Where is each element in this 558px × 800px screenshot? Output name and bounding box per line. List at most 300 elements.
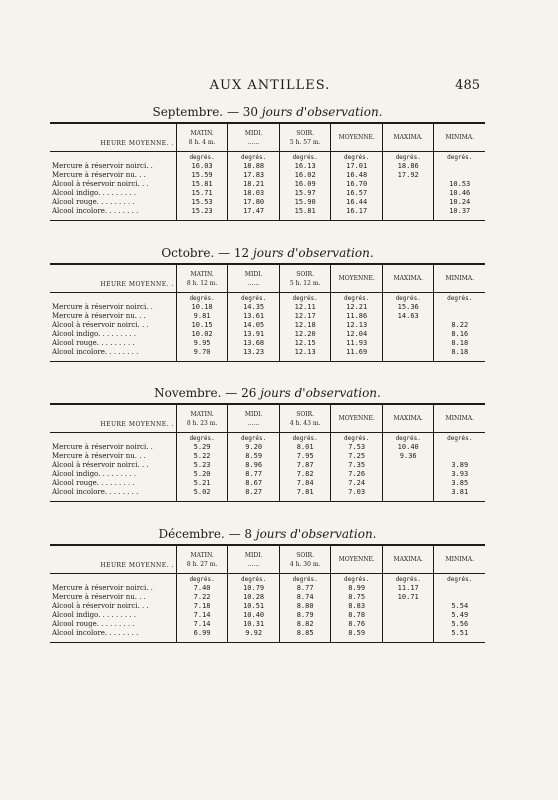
- month-name: Décembre.: [158, 527, 225, 541]
- header-midi: [228, 545, 280, 574]
- minima-value: [434, 312, 485, 321]
- table-row: [50, 584, 485, 593]
- header-label: SOIR.: [296, 551, 315, 559]
- soir-value: 7.81: [279, 488, 331, 497]
- maxima-value: [382, 189, 434, 198]
- matin-value: 10.15: [176, 321, 228, 330]
- matin-value: 15.59: [176, 171, 228, 180]
- matin-value: 10.18: [176, 303, 228, 312]
- matin-value: 15.53: [176, 198, 228, 207]
- table-row: [50, 348, 485, 357]
- minima-value: 8.18: [434, 348, 485, 357]
- header-heure-moyenne: HEURE MOYENNE. .: [50, 123, 176, 152]
- unit-spacer: [50, 574, 176, 585]
- month-section: [50, 383, 485, 502]
- midi-value: 13.91: [228, 330, 280, 339]
- instrument-name: Mercure à réservoir nu. . .: [52, 452, 146, 460]
- table-bottom-spacer: [228, 357, 280, 362]
- matin-value: 5.23: [176, 461, 228, 470]
- header-moyenne: MOYENNE.: [331, 545, 383, 574]
- matin-value: 7.14: [176, 620, 228, 629]
- table-bottom-spacer: [228, 216, 280, 221]
- section-title: [50, 102, 485, 122]
- table-bottom-spacer: [228, 638, 280, 643]
- matin-value: 5.20: [176, 470, 228, 479]
- minima-value: [434, 443, 485, 452]
- matin-value: 7.22: [176, 593, 228, 602]
- unit-spacer: [50, 433, 176, 444]
- table-row: [50, 452, 485, 461]
- table-bottom-spacer: [331, 357, 383, 362]
- soir-value: 8.01: [279, 443, 331, 452]
- observation-count: 8: [244, 527, 253, 541]
- table-bottom-spacer: [279, 357, 331, 362]
- soir-value: 7.87: [279, 461, 331, 470]
- soir-value: 12.15: [279, 339, 331, 348]
- matin-value: 7.18: [176, 602, 228, 611]
- instrument-name: Alcool indigo. . . . . . . . .: [52, 611, 136, 619]
- minima-value: 5.49: [434, 611, 485, 620]
- unit-label: degrés.: [382, 433, 434, 444]
- minima-value: 5.51: [434, 629, 485, 638]
- minima-value: 3.89: [434, 461, 485, 470]
- header-time: ......: [247, 279, 260, 287]
- moyenne-value: 11.69: [331, 348, 383, 357]
- instrument-name: Alcool rouge. . . . . . . . .: [52, 620, 135, 628]
- midi-value: 13.23: [228, 348, 280, 357]
- section-title: [50, 524, 485, 544]
- moyenne-value: 16.48: [331, 171, 383, 180]
- table-row: [50, 180, 485, 189]
- midi-value: 10.40: [228, 611, 280, 620]
- table-bottom-spacer: [382, 497, 434, 502]
- header-label: MIDI.: [244, 551, 263, 559]
- soir-value: 8.77: [279, 584, 331, 593]
- page-number: 485: [455, 78, 480, 93]
- table-bottom-spacer: [176, 216, 228, 221]
- moyenne-value: 12.21: [331, 303, 383, 312]
- unit-label: degrés.: [279, 433, 331, 444]
- title-rest: jours d'observation.: [258, 105, 383, 119]
- matin-value: 5.22: [176, 452, 228, 461]
- unit-label: degrés.: [331, 433, 383, 444]
- table-row: [50, 479, 485, 488]
- unit-label: degrés.: [434, 293, 485, 304]
- header-minima: MINIMA.: [434, 123, 485, 152]
- minima-value: [434, 303, 485, 312]
- unit-spacer: [50, 293, 176, 304]
- table-row: [50, 330, 485, 339]
- title-rest: jours d'observation.: [252, 527, 377, 541]
- moyenne-value: 7.26: [331, 470, 383, 479]
- maxima-value: 14.63: [382, 312, 434, 321]
- header-label: SOIR.: [296, 270, 315, 278]
- minima-value: 10.24: [434, 198, 485, 207]
- table-bottom-spacer: [228, 497, 280, 502]
- header-time: ......: [247, 138, 260, 146]
- table-row: [50, 312, 485, 321]
- moyenne-value: 8.99: [331, 584, 383, 593]
- minima-value: 3.81: [434, 488, 485, 497]
- unit-label: degrés.: [434, 152, 485, 163]
- table-row: [50, 620, 485, 629]
- table-bottom-spacer: [176, 638, 228, 643]
- soir-value: 16.09: [279, 180, 331, 189]
- maxima-value: [382, 488, 434, 497]
- unit-spacer: [50, 152, 176, 163]
- header-minima: MINIMA.: [434, 404, 485, 433]
- header-matin: [176, 123, 228, 152]
- header-midi: [228, 123, 280, 152]
- maxima-value: [382, 611, 434, 620]
- maxima-value: 10.71: [382, 593, 434, 602]
- header-soir: [279, 123, 331, 152]
- maxima-value: 15.36: [382, 303, 434, 312]
- header-time: 5 h. 12 m.: [289, 279, 321, 287]
- soir-value: 8.74: [279, 593, 331, 602]
- header-heure-moyenne: HEURE MOYENNE. .: [50, 404, 176, 433]
- midi-value: 10.31: [228, 620, 280, 629]
- minima-value: [434, 171, 485, 180]
- midi-value: 14.35: [228, 303, 280, 312]
- soir-value: 15.81: [279, 207, 331, 216]
- midi-value: 9.92: [228, 629, 280, 638]
- maxima-value: [382, 348, 434, 357]
- unit-label: degrés.: [279, 293, 331, 304]
- maxima-value: [382, 479, 434, 488]
- month-section: [50, 102, 485, 221]
- maxima-value: [382, 461, 434, 470]
- header-moyenne: MOYENNE.: [331, 264, 383, 293]
- moyenne-value: 16.70: [331, 180, 383, 189]
- instrument-name: Mercure à réservoir nu. . .: [52, 171, 146, 179]
- table-row: [50, 488, 485, 497]
- midi-value: 18.03: [228, 189, 280, 198]
- table-bottom-spacer: [176, 357, 228, 362]
- instrument-name: Alcool rouge. . . . . . . . .: [52, 339, 135, 347]
- table-bottom-spacer: [176, 497, 228, 502]
- instrument-name: Alcool indigo. . . . . . . . .: [52, 189, 136, 197]
- header-matin: [176, 404, 228, 433]
- matin-value: 15.71: [176, 189, 228, 198]
- month-name: Septembre.: [152, 105, 224, 119]
- header-label: MATIN.: [190, 129, 214, 137]
- header-time: ......: [247, 419, 260, 427]
- moyenne-value: 8.75: [331, 593, 383, 602]
- header-time: 4 h. 30 m.: [289, 560, 321, 568]
- table-bottom-spacer: [50, 216, 176, 221]
- unit-label: degrés.: [279, 574, 331, 585]
- matin-value: 5.02: [176, 488, 228, 497]
- observation-count: 26: [241, 386, 257, 400]
- table-bottom-spacer: [50, 638, 176, 643]
- header-label: MIDI.: [244, 129, 263, 137]
- soir-value: 16.02: [279, 171, 331, 180]
- unit-label: degrés.: [228, 433, 280, 444]
- midi-value: 13.68: [228, 339, 280, 348]
- instrument-name: Alcool rouge. . . . . . . . .: [52, 479, 135, 487]
- instrument-name: Alcool incolore. . . . . . . .: [52, 629, 139, 637]
- soir-value: 8.79: [279, 611, 331, 620]
- table-row: [50, 189, 485, 198]
- minima-value: [434, 162, 485, 171]
- moyenne-value: 12.13: [331, 321, 383, 330]
- unit-label: degrés.: [434, 433, 485, 444]
- minima-value: [434, 584, 485, 593]
- title-dash: —: [214, 246, 234, 260]
- unit-label: degrés.: [176, 293, 228, 304]
- moyenne-value: 12.04: [331, 330, 383, 339]
- table-row: [50, 171, 485, 180]
- maxima-value: 9.36: [382, 452, 434, 461]
- title-rest: jours d'observation.: [249, 246, 374, 260]
- midi-value: 10.79: [228, 584, 280, 593]
- table-bottom-spacer: [434, 497, 485, 502]
- page-header: [60, 78, 480, 94]
- midi-value: 8.77: [228, 470, 280, 479]
- table-row: [50, 162, 485, 171]
- section-title: [50, 243, 485, 263]
- soir-value: 15.97: [279, 189, 331, 198]
- header-time: 5 h. 57 m.: [289, 138, 321, 146]
- header-label: MATIN.: [190, 410, 214, 418]
- table-bottom-spacer: [382, 357, 434, 362]
- section-title: [50, 383, 485, 403]
- minima-value: 8.16: [434, 330, 485, 339]
- maxima-value: [382, 180, 434, 189]
- matin-value: 9.70: [176, 348, 228, 357]
- unit-label: degrés.: [434, 574, 485, 585]
- matin-value: 6.99: [176, 629, 228, 638]
- moyenne-value: 7.53: [331, 443, 383, 452]
- instrument-name: Mercure à réservoir nu. . .: [52, 312, 146, 320]
- soir-value: 15.90: [279, 198, 331, 207]
- table-row: [50, 339, 485, 348]
- header-maxima: MAXIMA.: [382, 545, 434, 574]
- matin-value: 9.95: [176, 339, 228, 348]
- header-moyenne: MOYENNE.: [331, 404, 383, 433]
- maxima-value: [382, 620, 434, 629]
- header-label: SOIR.: [296, 410, 315, 418]
- table-row: [50, 207, 485, 216]
- table-bottom-spacer: [434, 216, 485, 221]
- soir-value: 12.11: [279, 303, 331, 312]
- table-bottom-spacer: [331, 638, 383, 643]
- matin-value: 7.40: [176, 584, 228, 593]
- header-soir: [279, 264, 331, 293]
- minima-value: 10.37: [434, 207, 485, 216]
- table-bottom-spacer: [382, 638, 434, 643]
- minima-value: 3.85: [434, 479, 485, 488]
- minima-value: 10.53: [434, 180, 485, 189]
- soir-value: 7.84: [279, 479, 331, 488]
- table-bottom-spacer: [50, 357, 176, 362]
- minima-value: 5.56: [434, 620, 485, 629]
- unit-label: degrés.: [176, 574, 228, 585]
- soir-value: 12.18: [279, 321, 331, 330]
- minima-value: 5.54: [434, 602, 485, 611]
- header-label: MATIN.: [190, 551, 214, 559]
- header-time: 8 h. 23 m.: [186, 419, 218, 427]
- observation-count: 12: [233, 246, 250, 260]
- month-section: [50, 243, 485, 362]
- instrument-name: Alcool à réservoir noirci. . .: [52, 602, 149, 610]
- matin-value: 15.23: [176, 207, 228, 216]
- table-row: [50, 321, 485, 330]
- maxima-value: [382, 339, 434, 348]
- midi-value: 10.28: [228, 593, 280, 602]
- instrument-name: Alcool à réservoir noirci. . .: [52, 461, 149, 469]
- minima-value: 8.18: [434, 339, 485, 348]
- table-row: [50, 593, 485, 602]
- observation-table: [50, 544, 485, 643]
- month-section: [50, 524, 485, 643]
- soir-value: 12.17: [279, 312, 331, 321]
- header-maxima: MAXIMA.: [382, 123, 434, 152]
- table-row: [50, 443, 485, 452]
- unit-label: degrés.: [228, 293, 280, 304]
- title-rest: jours d'observation.: [256, 386, 381, 400]
- maxima-value: 10.40: [382, 443, 434, 452]
- midi-value: 8.96: [228, 461, 280, 470]
- header-maxima: MAXIMA.: [382, 264, 434, 293]
- maxima-value: 17.92: [382, 171, 434, 180]
- midi-value: 8.59: [228, 452, 280, 461]
- header-heure-moyenne: HEURE MOYENNE. .: [50, 264, 176, 293]
- table-bottom-spacer: [50, 497, 176, 502]
- header-heure-moyenne: HEURE MOYENNE. .: [50, 545, 176, 574]
- instrument-name: Alcool rouge. . . . . . . . .: [52, 198, 135, 206]
- maxima-value: 11.17: [382, 584, 434, 593]
- title-dash: —: [223, 105, 243, 119]
- maxima-value: [382, 602, 434, 611]
- matin-value: 7.14: [176, 611, 228, 620]
- midi-value: 18.21: [228, 180, 280, 189]
- midi-value: 17.47: [228, 207, 280, 216]
- instrument-name: Alcool à réservoir noirci. . .: [52, 321, 149, 329]
- header-time: 8 h. 4 m.: [188, 138, 216, 146]
- moyenne-value: 11.86: [331, 312, 383, 321]
- matin-value: 15.81: [176, 180, 228, 189]
- instrument-name: Alcool incolore. . . . . . . .: [52, 488, 139, 496]
- table-bottom-spacer: [279, 638, 331, 643]
- midi-value: 17.80: [228, 198, 280, 207]
- table-row: [50, 629, 485, 638]
- unit-label: degrés.: [228, 152, 280, 163]
- table-bottom-spacer: [279, 216, 331, 221]
- instrument-name: Mercure à réservoir noirci. .: [52, 162, 153, 170]
- soir-value: 7.95: [279, 452, 331, 461]
- moyenne-value: 11.93: [331, 339, 383, 348]
- moyenne-value: 7.25: [331, 452, 383, 461]
- table-bottom-spacer: [279, 497, 331, 502]
- soir-value: 8.82: [279, 620, 331, 629]
- unit-label: degrés.: [331, 152, 383, 163]
- observation-table: [50, 263, 485, 362]
- midi-value: 13.61: [228, 312, 280, 321]
- moyenne-value: 7.24: [331, 479, 383, 488]
- unit-label: degrés.: [382, 293, 434, 304]
- unit-label: degrés.: [382, 152, 434, 163]
- minima-value: 8.22: [434, 321, 485, 330]
- midi-value: 10.51: [228, 602, 280, 611]
- table-row: [50, 611, 485, 620]
- table-row: [50, 470, 485, 479]
- instrument-name: Mercure à réservoir nu. . .: [52, 593, 146, 601]
- midi-value: 8.67: [228, 479, 280, 488]
- maxima-value: [382, 198, 434, 207]
- matin-value: 16.03: [176, 162, 228, 171]
- soir-value: 7.82: [279, 470, 331, 479]
- table-bottom-spacer: [382, 216, 434, 221]
- header-midi: [228, 264, 280, 293]
- unit-label: degrés.: [176, 433, 228, 444]
- maxima-value: 18.86: [382, 162, 434, 171]
- instrument-name: Mercure à réservoir noirci. .: [52, 303, 153, 311]
- instrument-name: Alcool indigo. . . . . . . . .: [52, 330, 136, 338]
- maxima-value: [382, 470, 434, 479]
- header-time: 8 h. 27 m.: [186, 560, 218, 568]
- moyenne-value: 16.44: [331, 198, 383, 207]
- soir-value: 12.13: [279, 348, 331, 357]
- table-bottom-spacer: [331, 497, 383, 502]
- instrument-name: Mercure à réservoir noirci. .: [52, 584, 153, 592]
- running-title: AUX ANTILLES.: [209, 78, 331, 93]
- unit-label: degrés.: [331, 574, 383, 585]
- title-dash: —: [221, 386, 242, 400]
- soir-value: 8.80: [279, 602, 331, 611]
- header-label: MIDI.: [244, 410, 263, 418]
- moyenne-value: 7.35: [331, 461, 383, 470]
- instrument-name: Alcool indigo. . . . . . . . .: [52, 470, 136, 478]
- instrument-name: Alcool incolore. . . . . . . .: [52, 348, 139, 356]
- matin-value: 5.29: [176, 443, 228, 452]
- header-label: SOIR.: [296, 129, 315, 137]
- unit-label: degrés.: [176, 152, 228, 163]
- minima-value: 10.46: [434, 189, 485, 198]
- header-time: ......: [247, 560, 260, 568]
- header-label: MIDI.: [244, 270, 263, 278]
- unit-label: degrés.: [228, 574, 280, 585]
- header-soir: [279, 545, 331, 574]
- maxima-value: [382, 629, 434, 638]
- header-label: MATIN.: [190, 270, 214, 278]
- moyenne-value: 8.78: [331, 611, 383, 620]
- table-row: [50, 303, 485, 312]
- matin-value: 10.02: [176, 330, 228, 339]
- moyenne-value: 16.57: [331, 189, 383, 198]
- observation-table: [50, 122, 485, 221]
- moyenne-value: 8.76: [331, 620, 383, 629]
- month-name: Octobre.: [161, 246, 215, 260]
- instrument-name: Mercure à réservoir noirci. .: [52, 443, 153, 451]
- instrument-name: Alcool à réservoir noirci. . .: [52, 180, 149, 188]
- soir-value: 8.85: [279, 629, 331, 638]
- unit-label: degrés.: [382, 574, 434, 585]
- table-row: [50, 198, 485, 207]
- header-soir: [279, 404, 331, 433]
- unit-label: degrés.: [331, 293, 383, 304]
- moyenne-value: 17.01: [331, 162, 383, 171]
- table-bottom-spacer: [331, 216, 383, 221]
- midi-value: 18.88: [228, 162, 280, 171]
- moyenne-value: 16.17: [331, 207, 383, 216]
- moyenne-value: 8.83: [331, 602, 383, 611]
- minima-value: [434, 452, 485, 461]
- moyenne-value: 7.03: [331, 488, 383, 497]
- soir-value: 12.20: [279, 330, 331, 339]
- header-matin: [176, 545, 228, 574]
